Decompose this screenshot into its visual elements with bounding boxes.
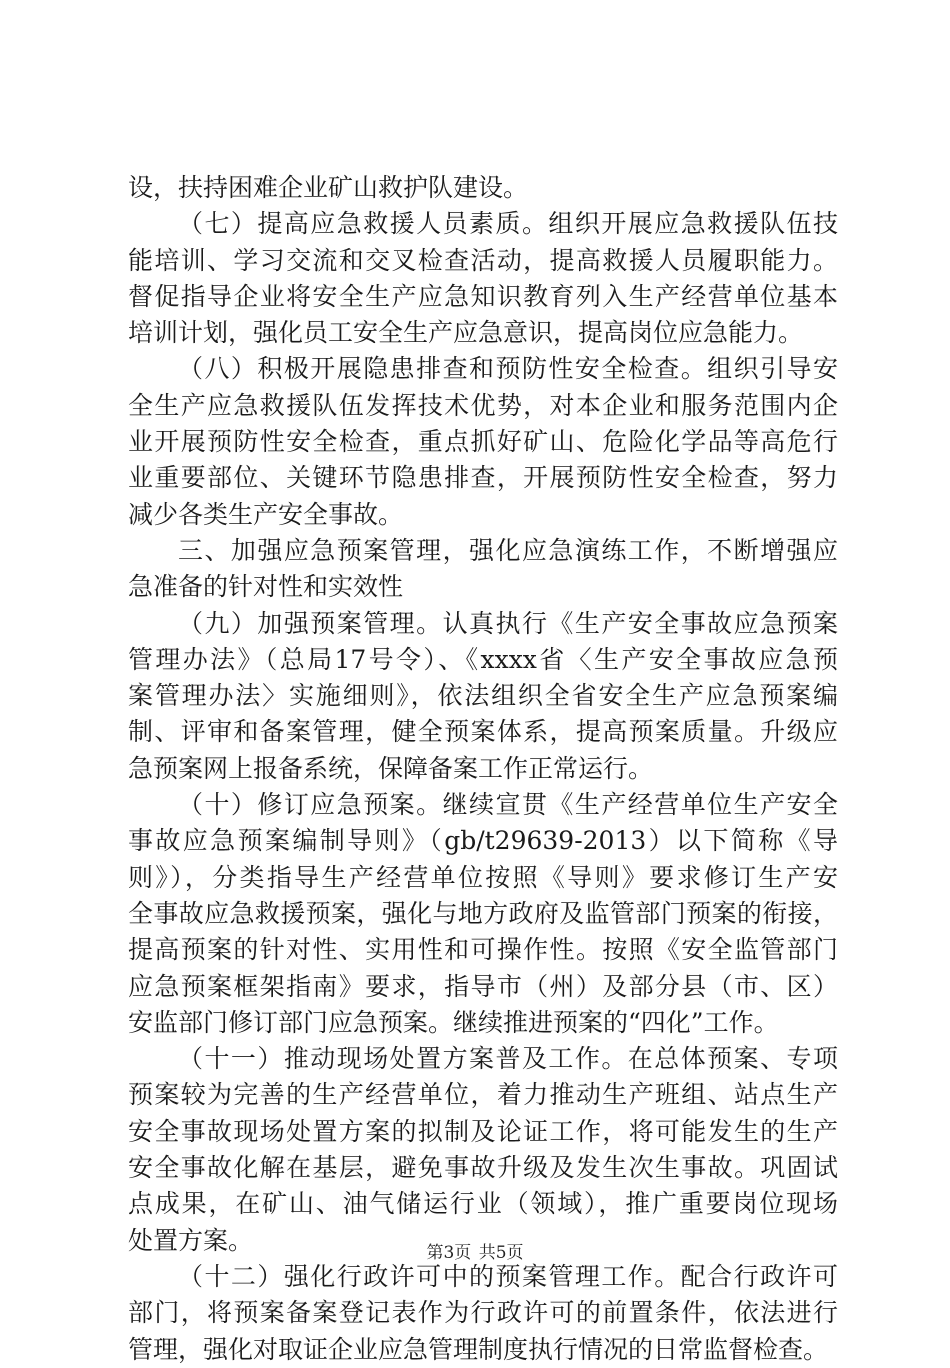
text-line: 点成果，在矿山、油气储运行业（领域），推广重要岗位现场 — [128, 1189, 838, 1219]
text-line: 部门，将预案备案登记表作为行政许可的前置条件，依法进行 — [128, 1298, 838, 1328]
document-body — [128, 170, 838, 1368]
text-line: （七）提高应急救援人员素质。组织开展应急救援队伍技 — [178, 209, 838, 239]
text-line: 安监部门修订部门应急预案。继续推进预案的“四化”工作。 — [128, 1007, 779, 1037]
text-line: 安全事故现场处置方案的拟制及论证工作，将可能发生的生产 — [128, 1116, 838, 1146]
text-line: 急预案网上报备系统，保障备案工作正常运行。 — [128, 753, 654, 783]
page-footer — [0, 1241, 950, 1265]
text-line: 提高预案的针对性、实用性和可操作性。按照《安全监管部门 — [128, 935, 838, 965]
text-line: 制、评审和备案管理，健全预案体系，提高预案质量。升级应 — [128, 717, 838, 747]
page-number: 第3页 — [426, 1243, 472, 1263]
text-line: 设，扶持困难企业矿山救护队建设。 — [128, 173, 529, 202]
text-line: 全生产应急救援队伍发挥技术优势，对本企业和服务范围内企 — [128, 390, 838, 420]
text-line: （八）积极开展隐患排查和预防性安全检查。组织引导安 — [178, 354, 838, 384]
text-line: 减少各类生产安全事故。 — [128, 499, 404, 529]
text-line: 能培训、学习交流和交叉检查活动，提高救援人员履职能力。 — [128, 245, 838, 275]
text-line: （十）修订应急预案。继续宣贯《生产经营单位生产安全 — [178, 790, 838, 820]
text-line: （十一）推动现场处置方案普及工作。在总体预案、专项 — [178, 1044, 838, 1074]
text-line: 急准备的针对性和实效性 — [128, 572, 404, 602]
text-line: （九）加强预案管理。认真执行《生产安全事故应急预案 — [178, 608, 838, 638]
text-line: 业开展预防性安全检查，重点抓好矿山、危险化学品等高危行 — [128, 427, 838, 457]
text-line: 管理办法》（总局17号令）、《xxxx省〈生产安全事故应急预 — [128, 644, 838, 674]
text-line: 督促指导企业将安全生产应急知识教育列入生产经营单位基本 — [128, 281, 838, 311]
page-total: 共5页 — [478, 1243, 524, 1263]
text-line: 全事故应急救援预案，强化与地方政府及监管部门预案的衔接， — [128, 898, 838, 928]
text-line: 业重要部位、关键环节隐患排查，开展预防性安全检查，努力 — [128, 463, 838, 493]
text-line: 安全事故化解在基层，避免事故升级及发生次生事故。巩固试 — [128, 1153, 838, 1183]
text-line: 管理，强化对取证企业应急管理制度执行情况的日常监督检查。 — [128, 1334, 829, 1364]
text-line: 预案较为完善的生产经营单位，着力推动生产班组、站点生产 — [128, 1080, 838, 1110]
text-line: 应急预案框架指南》要求，指导市（州）及部分县（市、区） — [128, 971, 838, 1001]
text-line: 三、加强应急预案管理，强化应急演练工作，不断增强应 — [178, 535, 838, 565]
text-line: （十二）强化行政许可中的预案管理工作。配合行政许可 — [178, 1261, 838, 1291]
text-line: 则》），分类指导生产经营单位按照《导则》要求修订生产安 — [128, 862, 838, 892]
text-line: 案管理办法〉实施细则》，依法组织全省安全生产应急预案编 — [128, 681, 838, 711]
text-line: 培训计划，强化员工安全生产应急意识，提高岗位应急能力。 — [128, 318, 804, 348]
text-line: 处置方案。 — [128, 1225, 254, 1255]
text-line: 事故应急预案编制导则》（gb/t29639-2013）以下简称《导 — [128, 826, 838, 856]
